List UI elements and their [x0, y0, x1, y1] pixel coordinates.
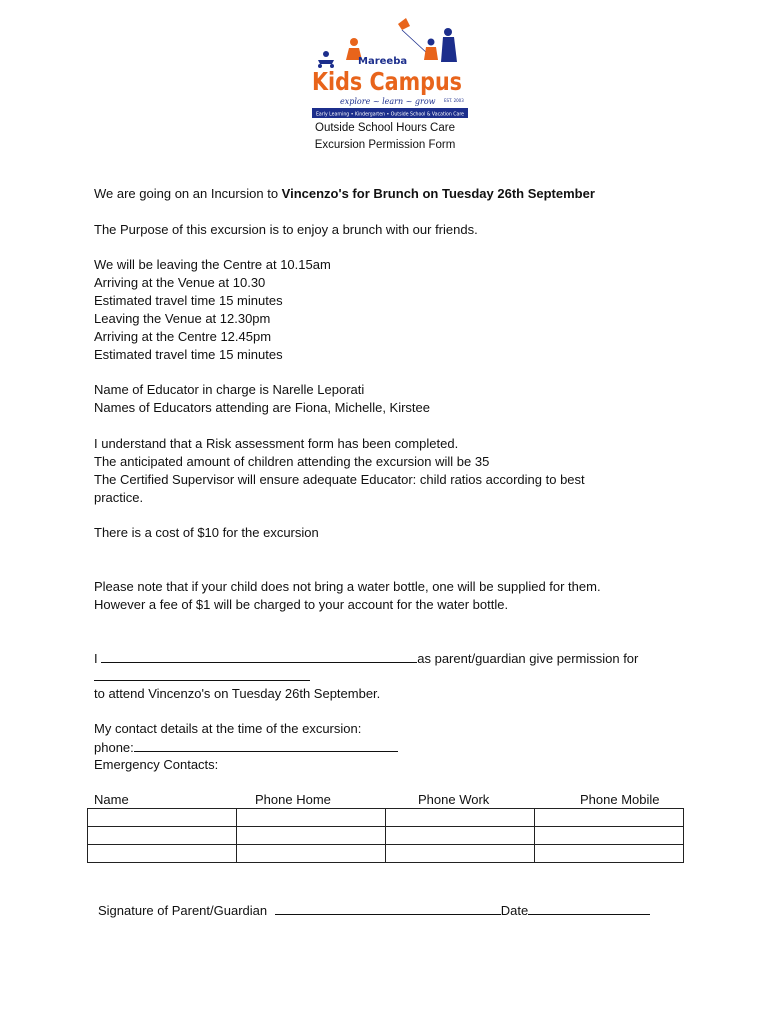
schedule-line: Arriving at the Centre 12.45pm [94, 329, 272, 344]
svg-text:EST. 2003: EST. 2003 [444, 98, 464, 103]
logo-lettering [310, 14, 470, 122]
svg-text:Mareeba: Mareeba [358, 56, 408, 67]
schedule-line: Estimated travel time 15 minutes [94, 347, 283, 362]
schedule-line: Estimated travel time 15 minutes [94, 293, 283, 308]
schedule-line: Leaving the Venue at 12.30pm [94, 311, 271, 326]
contact-heading: My contact details at the time of the excursion: [94, 721, 362, 736]
signature-label: Signature of Parent/Guardian [98, 903, 268, 918]
svg-text:Early Learning • Kindergarten: Early Learning • Kindergarten • Outside School & Vacation Care [316, 111, 464, 118]
risk-line: The anticipated amount of children attending the excursion will be 35 [94, 454, 490, 469]
table-row [88, 845, 684, 863]
table-cell[interactable] [237, 827, 386, 845]
phone-label: phone: [94, 740, 134, 755]
table-cell[interactable] [88, 827, 237, 845]
child-name-field[interactable] [94, 667, 310, 681]
col-header-phone-work: Phone Work [418, 792, 490, 807]
i-label: I [94, 651, 98, 666]
kids-campus-logo [310, 14, 470, 122]
table-cell[interactable] [237, 845, 386, 863]
svg-text:explore ~ learn ~ grow: explore ~ learn ~ grow [340, 97, 436, 106]
phone-row [94, 738, 398, 757]
form-subtitle: Outside School Hours Care [315, 122, 455, 134]
table-cell[interactable] [386, 845, 535, 863]
table-cell[interactable] [386, 809, 535, 827]
table-cell[interactable] [535, 809, 684, 827]
table-cell[interactable] [88, 809, 237, 827]
permission-line [94, 649, 638, 668]
purpose-line: The Purpose of this excursion is to enjoy a brunch with our friends. [94, 222, 478, 237]
emergency-heading: Emergency Contacts: [94, 757, 219, 772]
table-cell[interactable] [535, 845, 684, 863]
schedule-line: Arriving at the Venue at 10.30 [94, 275, 266, 290]
table-row [88, 827, 684, 845]
venue-date: Vincenzo's for Brunch on Tuesday 26th September [281, 186, 595, 201]
as-parent-text: as parent/guardian give permission for [417, 651, 639, 666]
signature-row [98, 901, 650, 918]
cost-line: There is a cost of $10 for the excursion [94, 525, 319, 540]
date-field[interactable] [528, 901, 650, 915]
svg-text:Kids Campus: Kids Campus [312, 67, 462, 96]
table-cell[interactable] [386, 827, 535, 845]
signature-field[interactable] [275, 901, 501, 915]
educators-attending: Names of Educators attending are Fiona, Michelle, Kirstee [94, 400, 431, 415]
to-attend-line: to attend Vincenzo's on Tuesday 26th September. [94, 686, 381, 701]
emergency-contacts-table [87, 808, 684, 863]
risk-line: I understand that a Risk assessment form has been completed. [94, 436, 459, 451]
form-title: Excursion Permission Form [314, 139, 456, 151]
col-header-phone-home: Phone Home [255, 792, 331, 807]
intro-line: We are going on an Incursion to Vincenzo's for Brunch on Tuesday 26th September [94, 186, 595, 201]
risk-line: practice. [94, 490, 144, 505]
col-header-phone-mobile: Phone Mobile [580, 792, 660, 807]
risk-line: The Certified Supervisor will ensure adequate Educator: child ratios according to best [94, 472, 585, 487]
table-cell[interactable] [535, 827, 684, 845]
col-header-name: Name [94, 792, 129, 807]
parent-name-field[interactable] [101, 649, 417, 663]
educator-in-charge: Name of Educator in charge is Narelle Leporati [94, 382, 365, 397]
table-cell[interactable] [88, 845, 237, 863]
child-name-row [94, 667, 310, 686]
table-row [88, 809, 684, 827]
schedule-line: We will be leaving the Centre at 10.15am [94, 257, 331, 272]
table-cell[interactable] [237, 809, 386, 827]
water-note: However a fee of $1 will be charged to your account for the water bottle. [94, 597, 509, 612]
date-label: Date [500, 903, 529, 918]
phone-field[interactable] [134, 738, 398, 752]
water-note: Please note that if your child does not bring a water bottle, one will be supplied for them. [94, 579, 601, 594]
